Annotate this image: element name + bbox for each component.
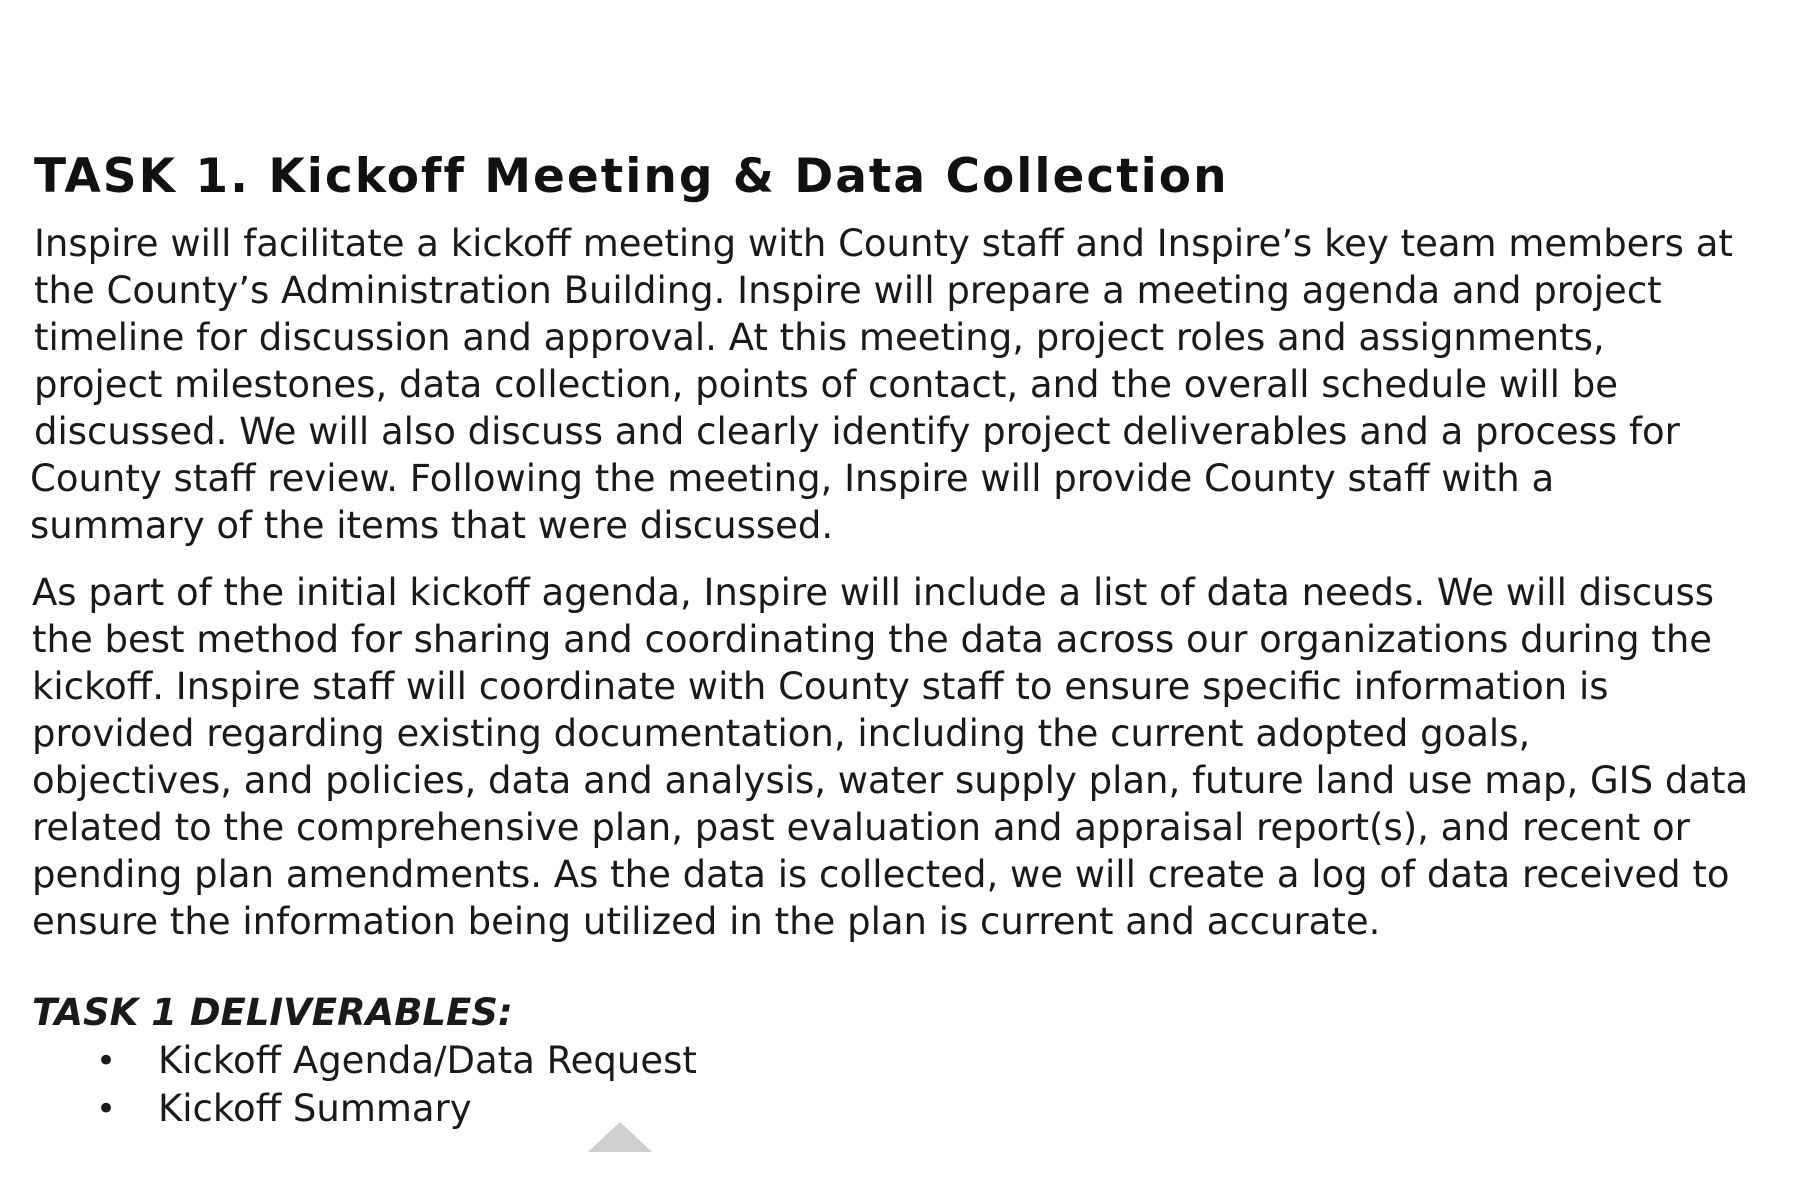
data-collection-paragraph (32, 569, 1792, 945)
paragraph-line: project milestones, data collection, points of contact, and the overall schedule will be (34, 363, 1618, 406)
deliverable-label: Kickoff Agenda/Data Request (158, 1039, 697, 1082)
paragraph-line: ensure the information being utilized in the plan is current and accurate. (32, 900, 1381, 943)
paragraph-line: provided regarding existing documentation, including the current adopted goals, (32, 712, 1531, 755)
paragraph-line: County staff review. Following the meeting, Inspire will provide County staff with a (30, 457, 1555, 500)
bullet-icon: • (96, 1041, 117, 1081)
page-marker-triangle-icon (588, 1122, 652, 1152)
deliverable-label: Kickoff Summary (158, 1087, 472, 1130)
paragraph-line: kickoff. Inspire staff will coordinate with County staff to ensure specific information is (32, 665, 1609, 708)
paragraph-line: the County’s Administration Building. Inspire will prepare a meeting agenda and project (34, 269, 1662, 312)
list-item (32, 1085, 1792, 1133)
intro-paragraph (30, 220, 1792, 549)
list-item (32, 1037, 1792, 1085)
document-page (32, 146, 1792, 1133)
paragraph-line: the best method for sharing and coordinating the data across our organizations during the (32, 618, 1713, 661)
deliverables-list (32, 1037, 1792, 1133)
deliverables-title: TASK 1 DELIVERABLES: (32, 991, 513, 1034)
paragraph-line: objectives, and policies, data and analysis, water supply plan, future land use map, GIS data (32, 759, 1749, 802)
paragraph-line: summary of the items that were discussed. (30, 504, 834, 547)
paragraph-line: As part of the initial kickoff agenda, Inspire will include a list of data needs. We will discuss (32, 571, 1715, 614)
paragraph-line: discussed. We will also discuss and clearly identify project deliverables and a process for (34, 410, 1680, 453)
paragraph-line: related to the comprehensive plan, past evaluation and appraisal report(s), and recent or (32, 806, 1690, 849)
bullet-icon: • (96, 1089, 117, 1129)
task-heading: TASK 1. Kickoff Meeting & Data Collection (34, 149, 1229, 204)
paragraph-line: timeline for discussion and approval. At this meeting, project roles and assignments, (34, 316, 1605, 359)
paragraph-line: pending plan amendments. As the data is collected, we will create a log of data received to (32, 853, 1730, 896)
paragraph-line: Inspire will facilitate a kickoff meeting with County staff and Inspire’s key team members at (34, 222, 1733, 265)
